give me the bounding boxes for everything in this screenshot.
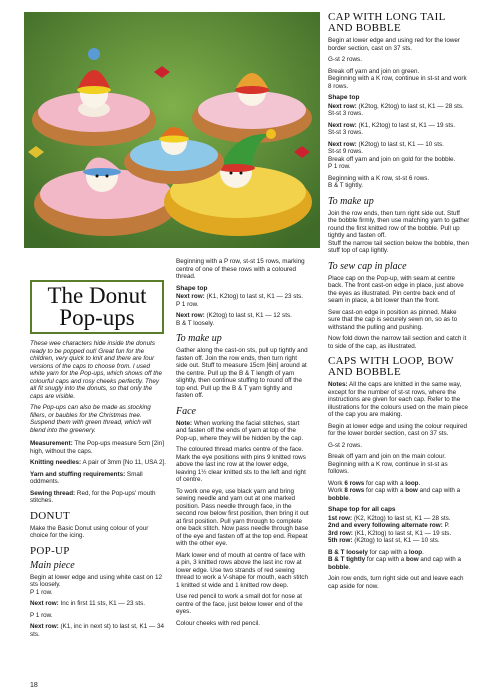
caps-row: 1st row: (K2, K2tog) to last st, K1 — 28 sts. (328, 514, 451, 522)
popup-row: Next row: Inc in first 11 sts, K1 — 23 sts. (30, 600, 146, 607)
spec-thread: Sewing thread: Red, for the Pop-ups' mouth stitches. (30, 489, 156, 504)
shape-top-all-heading: Shape top for all caps (328, 506, 396, 513)
caps-row: 2nd and every following alternate row: P. (328, 522, 450, 529)
mid-text: B & T loosely. (176, 319, 215, 327)
makeup-heading: To make up (176, 333, 222, 344)
caps-text: Begin at lower edge and using the colour required for the lower border section, cast on 37 sts. (328, 422, 467, 437)
main-piece-heading: Main piece (30, 559, 75, 571)
intro-paragraph: These wee characters hide inside the donuts ready to be popped out! Great fun for the children, very quick to knit and there are four versions of the caps to choose from. I used white yarn for the Pop-ups, which shows off the colourful caps and rosy cheeks perfectly. They all fit snugly into the donuts, so that only the caps are visible. (30, 340, 162, 400)
sew-text: Place cap on the Pop-up, with seam at centre back. The front cast-on edge in place, just above the eyes as illustrated. Pin centre back end of seam in place, a bit lower than the front. (328, 274, 464, 304)
spec-yarn: Yarn and stuffing requirements: Small oddments. (30, 470, 143, 485)
popup-heading: POP-UP (30, 544, 70, 557)
caps-final: Join row ends, turn right side out and leave each cap aside for now. (328, 575, 464, 590)
right-text: Beginning with a K row, st-st 6 rows. (328, 174, 430, 182)
right-text: St-st 3 rows. (328, 129, 363, 136)
sew-text: Now fold down the narrow tail section and catch it to side of the cap, as illustrated. (328, 335, 467, 350)
photo-illustration (24, 12, 320, 248)
mid-text: Beginning with a P row, st-st 15 rows, marking centre of one of these rows with a coloured thread. (176, 258, 305, 280)
right-text: B & T tightly. (328, 182, 363, 189)
face-text: Use red pencil to work a small dot for nose at centre of the face, just below lower end of the eyes. (176, 593, 303, 615)
right-text: Break off yarn and join on green. (328, 67, 420, 75)
face-heading: Face (176, 405, 196, 417)
caps-row: 3rd row: (K1, K2tog) to last st, K1 — 19 sts. (328, 529, 452, 537)
right-row: Next row: (K2tog, K2tog) to last st, K1 — 28 sts. (328, 102, 464, 110)
caps-finish-loop: B & T loosely for cap with a loop. (328, 548, 424, 556)
spec-measurement: Measurement: The Pop-ups measure 5cm [2in] high, without the caps. (30, 440, 164, 455)
title-box (30, 280, 164, 334)
makeup-text: Join the row ends, then turn right side out. Stuff the bobble firmly, then use matching yarn to gather round the first knitted row of the bobble. Pull up tightly and fasten off. (328, 209, 470, 239)
shape-top-heading: Shape top (176, 284, 208, 292)
right-text: Beginning with a K row, continue in st-st and work 8 rows. (328, 75, 467, 90)
right-text: St-st 9 rows. (328, 148, 363, 155)
makeup-heading: To make up (328, 195, 374, 207)
sew-cap-heading: To sew cap in place (328, 260, 407, 272)
right-column (328, 12, 470, 594)
caps-work-bow: Work 8 rows for cap with a bow and cap with a bobble. (328, 487, 461, 502)
caps-loop-bow-heading: CAPS WITH LOOP, BOW AND BOBBLE (328, 355, 454, 378)
face-text: Mark lower end of mouth at centre of face with a pin, 3 knitted rows above the last inc row at lower edge. Use two strands of red sewing thread to work a V-shape for mouth, each stitch 1 knitted st wide and 1 knitted row deep. (176, 551, 308, 589)
caps-finish-bow: B & T tightly for cap with a bow and cap with a bobble. (328, 556, 461, 571)
page-title: The Donut Pop-ups (47, 283, 147, 330)
face-note: Note: When working the facial stitches, start and fasten off the ends of yarn at top of the Pop-up, where they will be hidden by the cap. (176, 419, 304, 442)
mid-text: P 1 row. (176, 300, 199, 308)
page-number: 18 (30, 682, 38, 689)
mid-row: Next row: (K1, K2tog) to last st, K1 — 23 sts. (176, 293, 304, 300)
donut-popups-photo (24, 12, 320, 248)
makeup-text: Stuff the narrow tail section below the bobble, then stuff top of cap lightly. (328, 239, 469, 254)
right-text: P 1 row. (328, 163, 351, 170)
caps-notes: Notes: All the caps are knitted in the same way, except for the number of st-st rows, where the instructions are given for each cap. Refer to the illustrations for the colours used on the main piece of the cap you are making. (328, 381, 469, 418)
intro-paragraph: The Pop-ups can also be made as stocking fillers, or baubles for the Christmas tree. Suspend them with green thread, which will blend into the greenery. (30, 404, 152, 434)
donut-heading: DONUT (30, 509, 70, 522)
face-text: To work one eye, use black yarn and bring sewing needle and yarn out at one marked position. Pass needle through face, in the second row below first position, then bring it out at first position. Pull yarn through to complete one back stitch. Now pass needle through base of the eye and fasten off at the top end. Repeat with the other eye. (176, 487, 309, 547)
middle-column (176, 258, 310, 631)
right-row: Next row: (K2tog) to last st, K1 — 10 sts. (328, 140, 444, 148)
right-text: Break off yarn and join on gold for the bobble. (328, 155, 456, 163)
sew-text: Sew cast-on edge in position as pinned. Make sure that the cap is securely sewn on, so as to withstand the pulling and pushing. (328, 308, 458, 331)
popup-text: P 1 row. (30, 611, 53, 619)
caps-text: G-st 2 rows. (328, 441, 362, 449)
caps-work-loop: Work 6 rows for cap with a loop. (328, 479, 421, 487)
caps-row: 5th row: (K2tog) to last st, K1 — 10 sts. (328, 537, 440, 544)
spec-needles: Knitting needles: A pair of 3mm [No 11, USA 2]. (30, 459, 167, 466)
mid-row: Next row: (K2tog) to last st, K1 — 12 sts. (176, 312, 292, 319)
popup-text: P 1 row. (30, 588, 53, 596)
popup-text: Begin at lower edge and using white cast on 12 sts loosely. (30, 573, 162, 588)
makeup-text: Gather along the cast-on sts, pull up tightly and fasten off. Join the row ends, then turn right side out. Stuff to measure 15cm [6in] around at the centre. Pull up the B & T length of yarn slightly, then continue stuffing to round off the top end. Pull up the B & T yarn tightly and fasten off. (176, 347, 308, 399)
popup-row: Next row: (K1, inc in next st) to last st, K1 — 34 sts. (30, 623, 165, 638)
right-row: Next row: (K1, K2tog) to last st, K1 — 19 sts. (328, 121, 456, 129)
left-column (30, 340, 166, 642)
donut-text: Make the Basic Donut using colour of your choice for the icing. (30, 524, 149, 539)
caps-text: Break off yarn and join on the main colour. Beginning with a K row, continue in st-st as follows. (328, 453, 448, 475)
right-text: St-st 3 rows. (328, 110, 363, 117)
face-text: Colour cheeks with red pencil. (176, 619, 260, 627)
face-text: The coloured thread marks centre of the face. Mark the eye positions with pins 9 knitted rows above the last inc row at the lower edge, leaving 1½ clear knitted sts to the left and right of centre. (176, 446, 306, 483)
right-text: G-st 2 rows. (328, 56, 362, 63)
cap-long-tail-heading: CAP WITH LONG TAIL AND BOBBLE (328, 11, 446, 34)
right-text: Begin at lower edge and using red for the lower border section, cast on 37 sts. (328, 37, 460, 52)
shape-top-heading: Shape top (328, 94, 360, 101)
